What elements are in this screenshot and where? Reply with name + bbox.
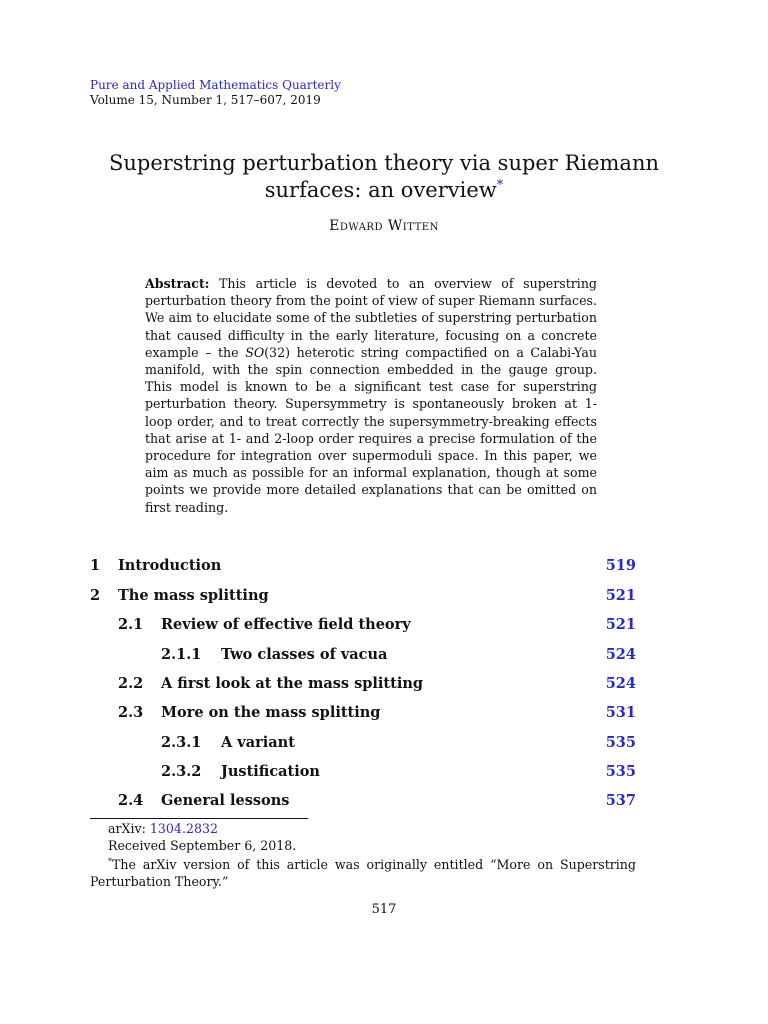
abstract-label: Abstract: xyxy=(145,276,210,291)
footnote-title-note xyxy=(90,853,636,890)
title-line-1: Superstring perturbation theory via super Riemann xyxy=(108,151,660,175)
toc-label: Review of effective field theory xyxy=(161,616,411,633)
abstract xyxy=(145,275,597,516)
toc-page-link[interactable]: 535 xyxy=(605,734,636,751)
toc-page-link[interactable]: 535 xyxy=(605,763,636,780)
toc-entry[interactable] xyxy=(90,791,636,811)
toc-page-link[interactable]: 531 xyxy=(605,704,636,721)
page-number: 517 xyxy=(371,902,397,917)
abstract-text-1: This article is devoted to an overview of superstring perturbation theory from the point of view of super Riemann surfaces. We aim to elucidate some of the subtleties of superstring perturbation that caused difficulty in the early literature, focusing on a concrete example – the xyxy=(145,276,597,360)
toc-label: General lessons xyxy=(161,792,290,809)
toc-number: 2.3 xyxy=(118,704,144,721)
footnote-note-text: The arXiv version of this article was originally entitled “More on Superstring Perturbation Theory.” xyxy=(90,857,636,890)
toc-label: More on the mass splitting xyxy=(161,704,381,721)
journal-volume: Volume 15, Number 1, 517–607, 2019 xyxy=(90,93,321,107)
toc-number: 2 xyxy=(90,587,101,604)
footnote-received xyxy=(90,837,636,854)
toc-page-link[interactable]: 537 xyxy=(605,792,636,809)
toc-label: Justification xyxy=(221,763,320,780)
toc-label: A variant xyxy=(221,734,295,751)
toc-label: The mass splitting xyxy=(118,587,269,604)
toc-label: Two classes of vacua xyxy=(221,646,388,663)
paper-title xyxy=(80,150,688,204)
toc-entry[interactable] xyxy=(90,586,636,606)
toc-number: 2.2 xyxy=(118,675,144,692)
toc-entry[interactable] xyxy=(90,556,636,576)
author-name: Edward Witten xyxy=(329,218,439,234)
abstract-text-2: heterotic string compactified on a Calabi-Yau manifold, with the spin connection embedded in the gauge group. This model is known to be a significant test case for superstring perturbation theory. Supersymmetry is spontaneously broken at 1-loop order, and to treat correctly the supersymmetry-breaking effects that arise at 1- and 2-loop order requires a precise formulation of the procedure for integration over supermoduli space. In this paper, we aim as much as possible for an informal explanation, though at some points we provide more detailed explanations that can be omitted on first reading. xyxy=(145,344,597,515)
toc-page-link[interactable]: 524 xyxy=(605,675,636,692)
abstract-group-arg: (32) xyxy=(264,344,290,360)
toc-number: 1 xyxy=(90,557,101,574)
journal-header xyxy=(90,78,341,108)
journal-name[interactable]: Pure and Applied Mathematics Quarterly xyxy=(90,78,341,92)
toc-entry[interactable] xyxy=(90,762,636,782)
footnote-star: * xyxy=(108,857,112,866)
toc-entry[interactable] xyxy=(90,674,636,694)
toc-number: 2.3.1 xyxy=(161,734,202,751)
toc-entry[interactable] xyxy=(90,645,636,665)
footnote-arxiv xyxy=(90,820,636,837)
received-date: Received September 6, 2018. xyxy=(108,838,297,853)
arxiv-link[interactable]: 1304.2832 xyxy=(149,821,218,836)
footnote-divider xyxy=(90,818,308,819)
toc-number: 2.3.2 xyxy=(161,763,202,780)
arxiv-label: arXiv: xyxy=(108,821,150,836)
toc-label: Introduction xyxy=(118,557,222,574)
title-footnote-mark[interactable]: * xyxy=(496,178,504,193)
toc-page-link[interactable]: 524 xyxy=(605,646,636,663)
toc-number: 2.1 xyxy=(118,616,144,633)
toc-entry[interactable] xyxy=(90,615,636,635)
toc-page-link[interactable]: 521 xyxy=(605,587,636,604)
toc-number: 2.1.1 xyxy=(161,646,202,663)
toc-label: A first look at the mass splitting xyxy=(161,675,424,692)
toc-entry[interactable] xyxy=(90,733,636,753)
toc-page-link[interactable]: 519 xyxy=(605,557,636,574)
toc-entry[interactable] xyxy=(90,703,636,723)
toc-number: 2.4 xyxy=(118,792,144,809)
title-line-2: surfaces: an overview xyxy=(264,178,497,202)
toc-page-link[interactable]: 521 xyxy=(605,616,636,633)
abstract-group-name: SO xyxy=(245,344,265,360)
